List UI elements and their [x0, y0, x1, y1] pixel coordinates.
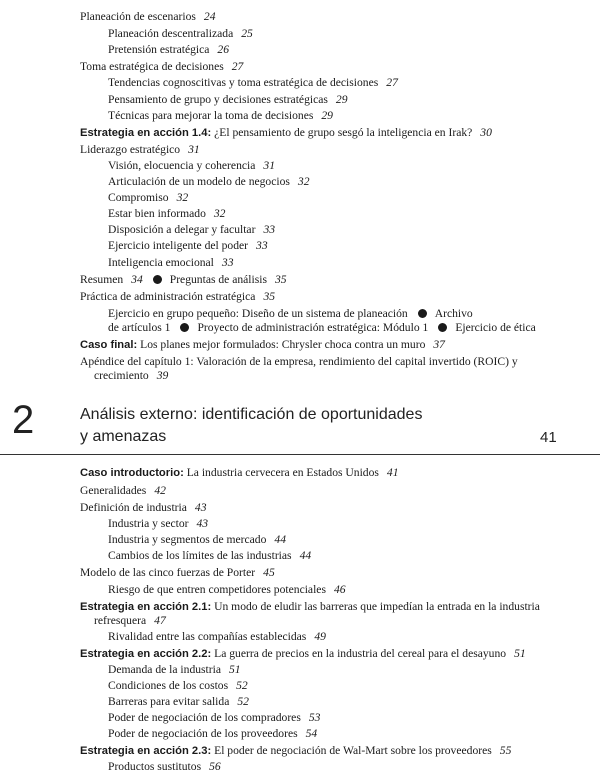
- toc-page-number: 33: [256, 239, 268, 252]
- chapter-title-line: y amenazas: [80, 428, 167, 445]
- toc-entry-text: Visión, elocuencia y coherencia: [108, 159, 256, 172]
- toc-subentry: [108, 92, 348, 107]
- toc-page-number: 27: [231, 60, 244, 73]
- toc-entry: [80, 59, 243, 74]
- toc-entry-text: Archivo: [434, 307, 473, 320]
- toc-subentry: [108, 678, 248, 693]
- toc-page-number: 33: [263, 223, 276, 236]
- toc-entry-text: Estar bien informado: [108, 207, 206, 220]
- chapter-divider: [0, 454, 600, 455]
- toc-subentry: [108, 75, 398, 90]
- toc-entry-text: Práctica de administración estratégica: [80, 290, 256, 303]
- toc-entry-text: Riesgo de que entren competidores potenciales: [108, 583, 326, 596]
- toc-entry-text: Barreras para evitar salida: [108, 695, 230, 708]
- toc-subentry: [108, 759, 221, 774]
- toc-subentry: [108, 582, 346, 597]
- toc-page-number: 26: [217, 43, 229, 56]
- toc-page-number: 34: [131, 273, 143, 286]
- toc-page-number: 29: [335, 93, 348, 106]
- toc-entry-definicion: [80, 500, 207, 515]
- chapter-title: [80, 404, 500, 448]
- toc-entry-text: La guerra de precios en la industria del cereal para el desayuno: [214, 647, 507, 660]
- toc-entry-apendice: [80, 354, 518, 369]
- toc-subentry-practica-2: [108, 320, 536, 335]
- toc-page-number: 30: [480, 126, 492, 139]
- toc-entry-text: Rivalidad entre las compañías establecidas: [108, 630, 307, 643]
- bullet-icon: [438, 323, 447, 332]
- toc-entry-text: Industria y segmentos de mercado: [108, 533, 267, 546]
- toc-entry: [80, 125, 492, 141]
- toc-page-number: 55: [499, 744, 512, 757]
- toc-subentry: [108, 726, 317, 741]
- toc-entry-text: La industria cervecera en Estados Unidos: [186, 466, 379, 479]
- toc-page-number: 47: [154, 614, 166, 627]
- toc-page-number: 53: [308, 711, 321, 724]
- toc-entry-text: Pensamiento de grupo y decisiones estratégicas: [108, 93, 328, 106]
- toc-page-number: 24: [203, 10, 216, 23]
- toc-entry-text: Planeación de escenarios: [80, 10, 196, 23]
- toc-entry-text: Ejercicio inteligente del poder: [108, 239, 249, 252]
- toc-subentry: [108, 42, 229, 57]
- toc-page-number: 41: [386, 466, 399, 479]
- toc-entry-text: Ejercicio en grupo pequeño: Diseño de un sistema de planeación: [108, 307, 408, 320]
- toc-entry-text: Modelo de las cinco fuerzas de Porter: [80, 566, 256, 579]
- toc-entry-text: Definición de industria: [80, 501, 187, 514]
- toc-subentry: [108, 694, 249, 709]
- toc-subentry: [108, 158, 275, 173]
- toc-page-number: 35: [263, 290, 276, 303]
- toc-entry-text: Resumen: [80, 273, 124, 286]
- toc-entry: [80, 9, 215, 24]
- toc-entry-text: refresquera: [94, 614, 147, 627]
- toc-entry-text: Pretensión estratégica: [108, 43, 210, 56]
- toc-entry-text: Productos sustitutos: [108, 760, 202, 773]
- toc-page-number: 42: [154, 484, 166, 497]
- toc-page-number: 46: [333, 583, 346, 596]
- toc-entry-text: Los planes mejor formulados: Chrysler choca contra un muro: [140, 338, 426, 351]
- toc-subentry: [108, 108, 333, 123]
- toc-entry-text: Demanda de la industria: [108, 663, 221, 676]
- toc-subentry: [108, 662, 241, 677]
- toc-entry-text: ¿El pensamiento de grupo sesgó la inteligencia en Irak?: [214, 126, 473, 139]
- toc-subentry: [108, 26, 253, 41]
- toc-entry-text: Técnicas para mejorar la toma de decisiones: [108, 109, 314, 122]
- toc-subentry: [108, 174, 310, 189]
- toc-entry-text: crecimiento: [94, 369, 149, 382]
- toc-page-number: 27: [386, 76, 398, 89]
- toc-page-number: 33: [221, 256, 234, 269]
- toc-entry-ea23: [80, 743, 511, 759]
- toc-entry-text: Cambios de los límites de las industrias: [108, 549, 292, 562]
- toc-entry-text: Compromiso: [108, 191, 169, 204]
- toc-subentry: [108, 548, 311, 563]
- toc-entry-text: Poder de negociación de los proveedores: [108, 727, 298, 740]
- chapter-page-number: 41: [540, 429, 557, 446]
- toc-page-number: 43: [196, 517, 209, 530]
- toc-entry-text: Un modo de eludir las barreras que impedían la entrada en la industria: [214, 600, 540, 613]
- toc-entry-text: Inteligencia emocional: [108, 256, 214, 269]
- toc-entry-text: El poder de negociación de Wal-Mart sobre los proveedores: [214, 744, 492, 757]
- toc-entry-label: Caso introductorio:: [80, 467, 184, 479]
- toc-page-number: 31: [263, 159, 275, 172]
- toc-page-number: 56: [209, 760, 221, 773]
- bullet-icon: [180, 323, 189, 332]
- toc-page-number: 32: [176, 191, 189, 204]
- toc-entry-text: Proyecto de administración estratégica: Módulo 1: [197, 321, 429, 334]
- toc-page-number: 44: [274, 533, 286, 546]
- toc-entry-text: Condiciones de los costos: [108, 679, 229, 692]
- toc-entry-generalidades: [80, 483, 166, 498]
- toc-entry-text: Tendencias cognoscitivas y toma estratégica de decisiones: [108, 76, 379, 89]
- toc-page-number: 35: [275, 273, 287, 286]
- toc-page-number: 54: [305, 727, 318, 740]
- toc-entry-text: Toma estratégica de decisiones: [80, 60, 224, 73]
- toc-entry-ea21-cont: [94, 613, 166, 628]
- toc-entry-resumen: [80, 272, 287, 287]
- toc-entry-text: Planeación descentralizada: [108, 27, 234, 40]
- toc-page-number: 45: [263, 566, 275, 579]
- toc-entry: [80, 142, 200, 157]
- chapter-title-line: Análisis externo: identificación de oportunidades: [80, 406, 423, 423]
- toc-entry-label: Estrategia en acción 2.1:: [80, 601, 212, 613]
- toc-page-number: 44: [299, 549, 312, 562]
- toc-entry-ea22: [80, 646, 526, 662]
- toc-entry-caso-final: [80, 337, 445, 353]
- toc-subentry: [108, 206, 225, 221]
- toc-page-number: 37: [433, 338, 445, 351]
- toc-entry-label: Caso final:: [80, 339, 138, 351]
- toc-page-number: 29: [321, 109, 333, 122]
- toc-page-number: 52: [236, 679, 248, 692]
- toc-entry-caso-introductorio: [80, 465, 399, 481]
- toc-entry-text: Poder de negociación de los compradores: [108, 711, 301, 724]
- toc-subentry: [108, 629, 326, 644]
- toc-subentry: [108, 516, 208, 531]
- toc-entry-label: Estrategia en acción 1.4:: [80, 127, 212, 139]
- toc-entry-apendice-cont: [94, 368, 168, 383]
- toc-subentry: [108, 255, 234, 270]
- toc-page-number: 49: [314, 630, 326, 643]
- toc-entry-text: Industria y sector: [108, 517, 189, 530]
- toc-subentry-practica-1: [108, 306, 473, 321]
- toc-page-number: 43: [194, 501, 207, 514]
- toc-entry-text: Generalidades: [80, 484, 147, 497]
- bullet-icon: [418, 309, 427, 318]
- toc-page-number: 51: [514, 647, 526, 660]
- toc-entry-text: Ejercicio de ética: [455, 321, 536, 334]
- toc-subentry: [108, 238, 268, 253]
- toc-entry-text: Liderazgo estratégico: [80, 143, 181, 156]
- toc-entry-label: Estrategia en acción 2.2:: [80, 648, 212, 660]
- toc-entry-modelo-porter: [80, 565, 275, 580]
- toc-page-number: 51: [229, 663, 241, 676]
- toc-page-number: 52: [237, 695, 249, 708]
- toc-page-number: 31: [188, 143, 200, 156]
- toc-entry-text: Preguntas de análisis: [169, 273, 267, 286]
- toc-subentry: [108, 532, 286, 547]
- toc-entry-text: Articulación de un modelo de negocios: [108, 175, 290, 188]
- toc-subentry: [108, 222, 275, 237]
- toc-page-number: 32: [297, 175, 310, 188]
- bullet-icon: [153, 275, 162, 284]
- toc-subentry: [108, 190, 188, 205]
- toc-subentry: [108, 710, 320, 725]
- toc-entry-practica: [80, 289, 275, 304]
- toc-entry-text: Disposición a delegar y facultar: [108, 223, 256, 236]
- toc-page-number: 39: [156, 369, 169, 382]
- toc-entry-text: de artículos 1: [108, 321, 171, 334]
- toc-page-number: 32: [213, 207, 226, 220]
- toc-entry-label: Estrategia en acción 2.3:: [80, 745, 212, 757]
- toc-entry-text: Apéndice del capítulo 1: Valoración de la empresa, rendimiento del capital invertido (ROIC) y: [80, 355, 518, 368]
- chapter-number: 2: [12, 398, 35, 442]
- toc-page-number: 25: [241, 27, 253, 40]
